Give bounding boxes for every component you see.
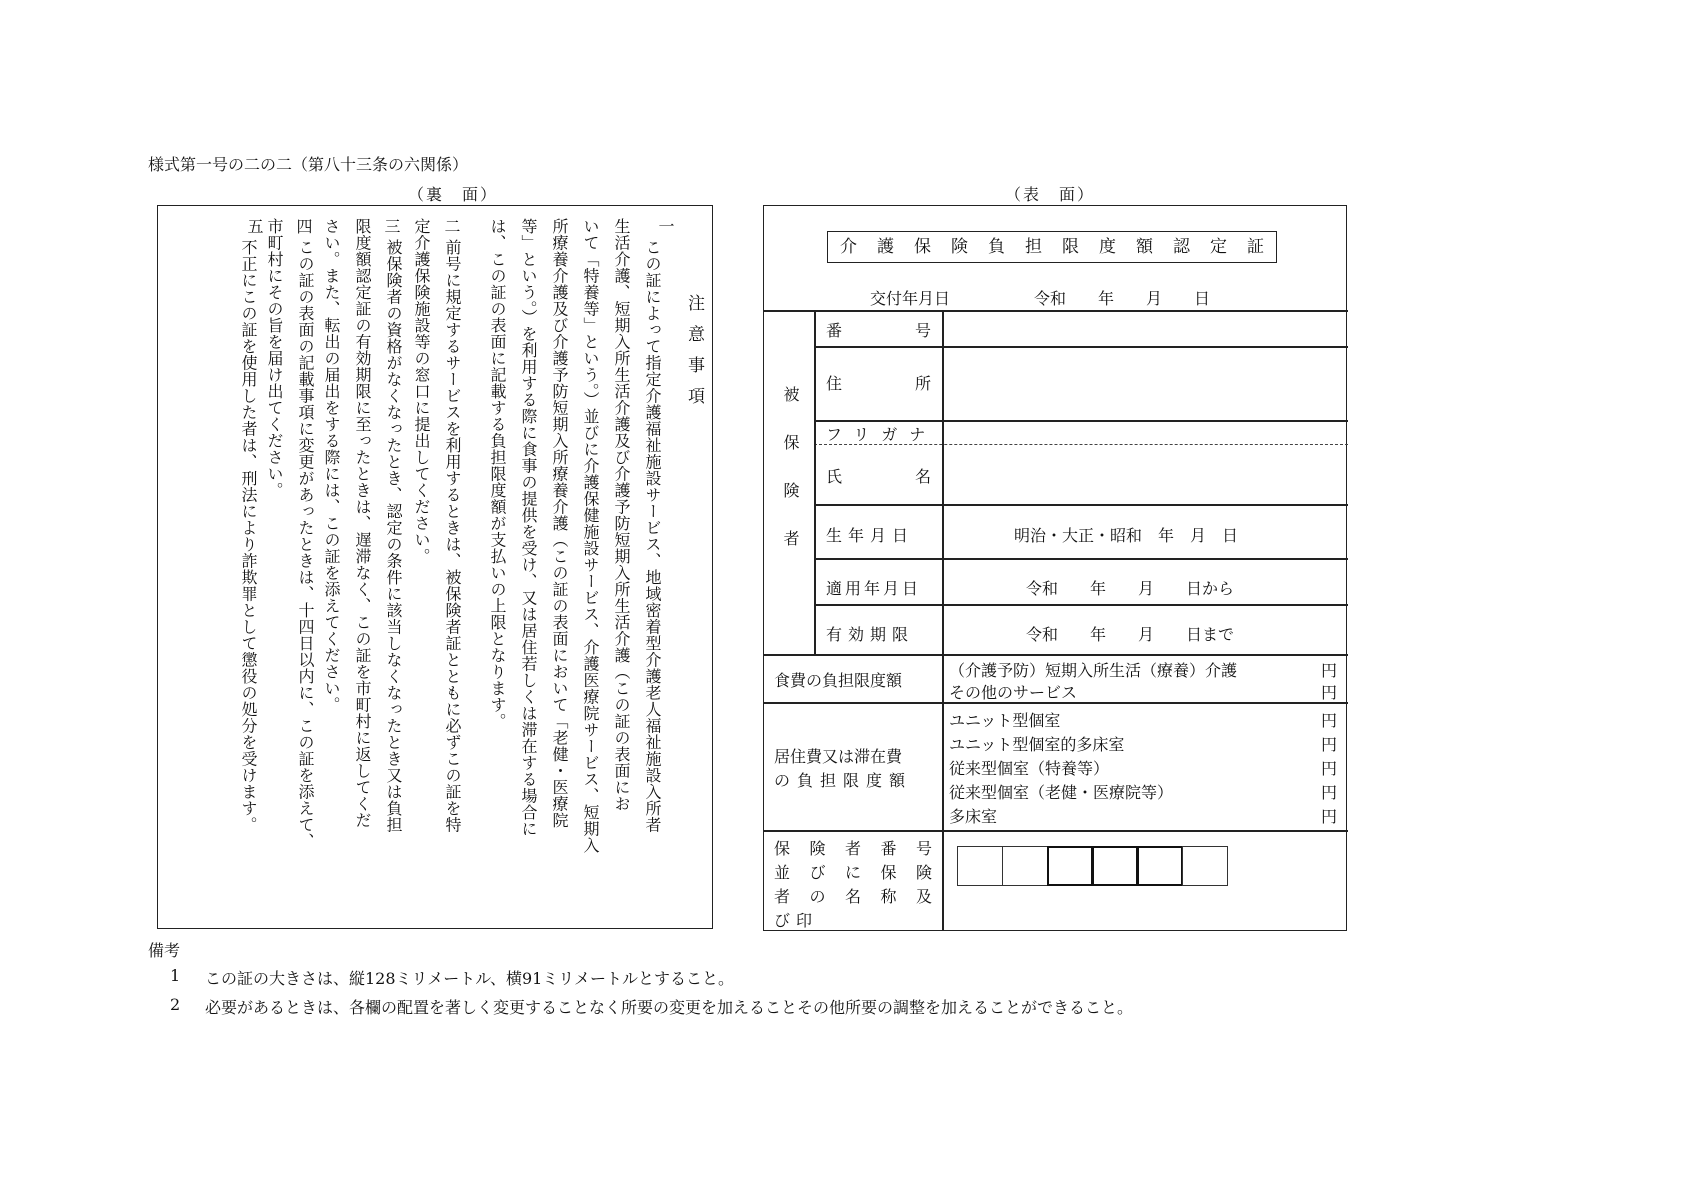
back-heading: （裏 面） [408,185,499,204]
note-text: 必要があるときは、各欄の配置を著しく変更することなく所要の変更を加えることその他所要の調整を加えることができること。 [205,998,1134,1017]
residence-row: 多床室 [949,807,998,826]
furigana-label: フリガナ [826,425,938,444]
item-number: 四 [294,218,313,234]
name-label: 氏 名 [826,467,931,486]
residence-limit-label-2: の負担限度額 [774,771,913,790]
notice-item-5: 不正にこの証を使用した者は、刑法により詐欺罪として懲役の処分を受けます。 [239,238,258,833]
note-text: この証の大きさは、縦128ミリメートル、横91ミリメートルとすること。 [205,969,734,988]
insurer-label-line: 者 の 名 称 及 [774,887,932,906]
insurer-number-box [957,846,1003,886]
applied-date-label: 適用年月日 [826,579,922,598]
insurer-label-line: 並 び に 保 険 [774,863,932,882]
valid-period-label: 有効期限 [826,625,915,644]
front-heading: （表 面） [1005,185,1096,204]
item-number: 一 [656,218,675,234]
residence-row: ユニット型個室 [949,711,1061,730]
item-number: 三 [382,218,401,234]
insurer-number-box [1137,846,1183,886]
birth-label: 生年月日 [826,526,915,545]
notice-item-4: この証の表面の記載事項に変更があったときは、十四日以内に、この証を添えて、 市町村にその旨を届け出てください。 [265,218,315,850]
insurer-number-box [1092,846,1138,886]
food-limit-label: 食費の負担限度額 [774,671,903,690]
residence-limit-label: 居住費又は滞在費 [774,747,903,766]
residence-row: ユニット型個室的多床室 [949,735,1125,754]
number-label: 番 号 [826,321,931,340]
yen-unit: 円 [1321,661,1338,680]
birth-value: 明治・大正・昭和 年 月 日 [1014,526,1239,545]
residence-row: 従来型個室（特養等） [949,759,1110,778]
notice-item-3: 被保険者の資格がなくなったとき、認定の条件に該当しなくなったとき又は負担 限度額認定証の有効期限に至ったときは、遅滞なく、この証を市町村に返してくだ さい。また、転出の届出をする際には、この証を添えてください。 [322,218,403,833]
address-label: 住 所 [826,374,931,393]
yen-unit: 円 [1321,783,1338,802]
insurer-number-box [1002,846,1048,886]
insurer-label-line: 保 険 者 番 号 [774,839,932,858]
food-row: その他のサービス [949,683,1078,702]
note-number: 1 [170,966,181,985]
notes-title: 備考 [148,941,181,960]
yen-unit: 円 [1321,759,1338,778]
item-number: 二 [442,218,461,234]
applied-date-value: 令和 年 月 日から [1026,579,1235,598]
food-row: （介護予防）短期入所生活（療養）介護 [949,661,1238,680]
yen-unit: 円 [1321,735,1338,754]
issue-date-label: 交付年月日 [870,289,951,308]
issue-date-value: 令和 年 月 日 [1034,289,1211,308]
front-panel [763,205,1347,931]
valid-period-value: 令和 年 月 日まで [1026,625,1235,644]
insurer-number-box [1047,846,1093,886]
item-number: 五 [245,218,264,234]
yen-unit: 円 [1321,683,1338,702]
notice-item-2: 前号に規定するサービスを利用するときは、被保険者証とともに必ずこの証を特 定介護保険施設等の窓口に提出してください。 [412,218,462,833]
back-title: 注意事項 [684,294,704,418]
certificate-title-box [827,231,1277,263]
form-label: 様式第一号の二の二（第八十三条の六関係） [148,155,469,174]
insurer-number-box [1182,846,1228,886]
yen-unit: 円 [1321,711,1338,730]
residence-row: 従来型個室（老健・医療院等） [949,783,1174,802]
notice-item-1: この証によって指定介護福祉施設サービス、地域密着型介護老人福祉施設入所者 生活介護、短期入所生活介護及び介護予防短期入所生活介護（この証の表面にお いて「特養等」という。）並びに介護保健施設サービス、介護医療院サービス、短期入 所療養介護及び介護予防短期入所療養介護（この証の表面において「老健・医療院 等」という。）を利用する際に食事の提供を受け、又は居住若しくは滞在する場合に は、この証の表面に記載する負担限度額が支払いの上限となります。 [488,218,662,854]
back-panel [157,205,713,929]
certificate-title: 介 護 保 険 負 担 限 度 額 認 定 証 [840,237,1264,257]
insurer-label-line: び印 [774,911,819,930]
note-number: 2 [170,995,181,1014]
insured-label: 被保険者 [781,386,800,578]
yen-unit: 円 [1321,807,1338,826]
